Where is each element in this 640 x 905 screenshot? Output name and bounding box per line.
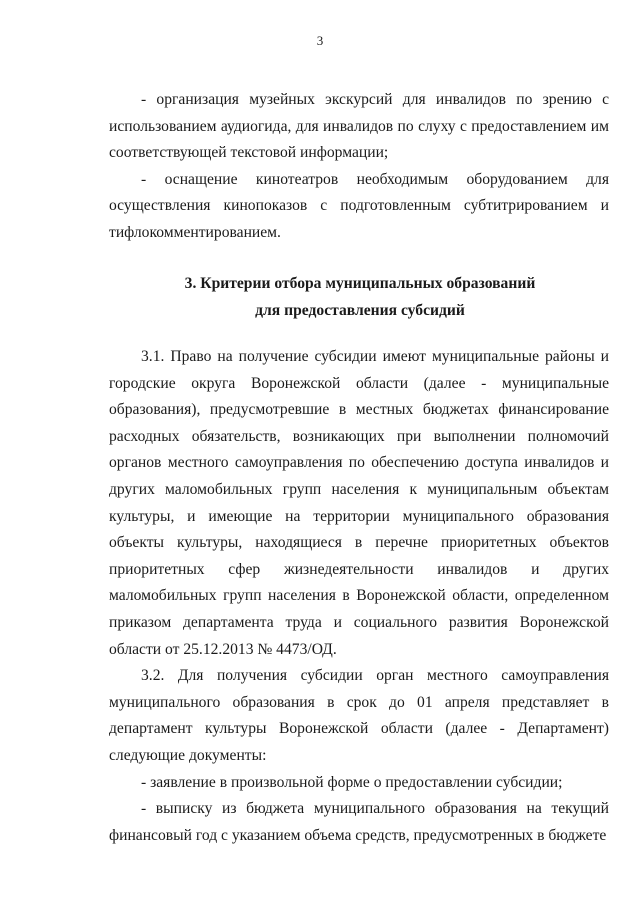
section-title-line1: 3. Критерии отбора муниципальных образований	[184, 275, 536, 292]
paragraph-list-item: - заявление в произвольной форме о предоставлении субсидии;	[141, 773, 563, 791]
section-title-line2: для предоставления субсидий	[255, 302, 465, 319]
paragraph-list-item: - выписку из бюджета муниципального образования на текущий финансовый год с указанием объема средств, предусмотренных в бюджете	[109, 800, 609, 844]
paragraph-3-2: 3.2. Для получения субсидии орган местного самоуправления муниципального образования в срок до 01 апреля представляет в департамент культуры Воронежской области (далее - Департамент) следующие документы:	[109, 667, 609, 764]
section-body	[109, 344, 609, 849]
list-before-section	[109, 87, 609, 247]
page-number: 3	[316, 33, 324, 48]
list-item: - организация музейных экскурсий для инвалидов по зрению с использованием аудиогида, для инвалидов по слуху с предоставлением им соответствующей текстовой информации;	[109, 91, 609, 162]
list-item: - оснащение кинотеатров необходимым оборудованием для осуществления кинопоказов с подготовленным субтитрированием и тифлокомментированием.	[109, 170, 609, 241]
paragraph-3-1: 3.1. Право на получение субсидии имеют муниципальные районы и городские округа Воронежской области (далее - муниципальные образования), предусмотревшие в местных бюджетах финансирование расходных обязательств, возникающих при выполнении полномочий органов местного самоуправления по обеспечению доступа инвалидов и других маломобильных групп населения к муниципальным объектам культуры, и имеющие на территории муниципального образования объекты культуры, находящиеся в перечне приоритетных объектов приоритетных сфер жизнедеятельности инвалидов и других маломобильных групп населения в Воронежской области, определенном приказом департамента труда и социального развития Воронежской области от 25.12.2013 № 4473/ОД.	[109, 348, 609, 658]
